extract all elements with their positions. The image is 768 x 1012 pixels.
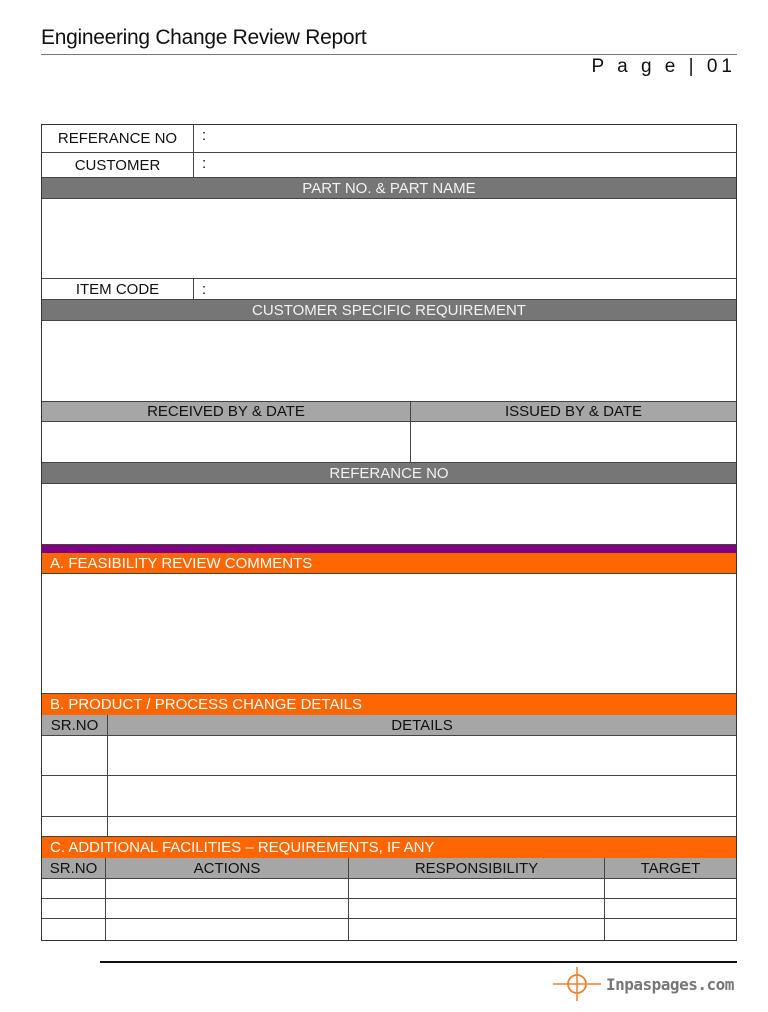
sr-no-cell[interactable] [42, 879, 106, 898]
section-c-columns [42, 858, 736, 879]
section-c-title: C. ADDITIONAL FACILITIES – REQUIREMENTS, IF ANY [42, 837, 736, 858]
purple-divider [42, 545, 736, 553]
part-no-header: PART NO. & PART NAME [42, 178, 736, 198]
col-target: TARGET [605, 858, 736, 878]
received-issued-row [42, 422, 736, 463]
received-issued-header-row [42, 402, 736, 422]
reference-no-row [42, 125, 736, 153]
item-code-label: ITEM CODE [42, 279, 194, 299]
col-sr-no: SR.NO [42, 858, 106, 878]
sr-no-cell[interactable] [42, 919, 106, 940]
feasibility-comments-field[interactable] [42, 574, 736, 694]
issued-by-field[interactable] [411, 422, 736, 462]
section-a-header-row [42, 553, 736, 574]
actions-cell[interactable] [106, 919, 349, 940]
part-no-header-row [42, 178, 736, 199]
target-cell[interactable] [605, 919, 736, 940]
received-by-field[interactable] [42, 422, 411, 462]
actions-cell[interactable] [106, 879, 349, 898]
review-form [41, 124, 737, 941]
received-by-header: RECEIVED BY & DATE [42, 402, 411, 421]
document-title: Engineering Change Review Report [41, 26, 367, 49]
customer-req-header: CUSTOMER SPECIFIC REQUIREMENT [42, 300, 736, 320]
table-row [42, 736, 736, 776]
customer-row [42, 153, 736, 178]
col-sr-no: SR.NO [42, 715, 108, 735]
section-c-header-row [42, 837, 736, 858]
responsibility-cell[interactable] [349, 879, 605, 898]
reference-no-field[interactable]: : [202, 127, 207, 144]
footer-divider [100, 961, 737, 963]
section-b-header-row [42, 694, 736, 715]
table-row [42, 879, 736, 899]
target-cell[interactable] [605, 899, 736, 918]
customer-field[interactable]: : [202, 155, 207, 172]
responsibility-cell[interactable] [349, 919, 605, 940]
section-b-title: B. PRODUCT / PROCESS CHANGE DETAILS [42, 694, 736, 715]
reference-no-label: REFERANCE NO [42, 125, 194, 152]
target-cell[interactable] [605, 879, 736, 898]
footer-logo [552, 966, 734, 1002]
customer-label: CUSTOMER [42, 153, 194, 177]
section-a-title: A. FEASIBILITY REVIEW COMMENTS [42, 553, 736, 573]
table-row [42, 776, 736, 817]
reference-no-header-row [42, 463, 736, 484]
table-row [42, 919, 736, 940]
table-row [42, 899, 736, 919]
details-cell[interactable] [108, 776, 736, 816]
col-actions: ACTIONS [106, 858, 349, 878]
title-divider [41, 54, 737, 55]
item-code-field[interactable]: : [202, 281, 207, 298]
sr-no-cell[interactable] [42, 899, 106, 918]
page-number: P a g e | 01 [591, 56, 736, 77]
details-cell[interactable] [108, 736, 736, 775]
issued-by-header: ISSUED BY & DATE [411, 402, 736, 421]
responsibility-cell[interactable] [349, 899, 605, 918]
section-b-columns [42, 715, 736, 736]
table-row [42, 817, 736, 837]
part-no-field[interactable] [42, 199, 736, 279]
crosshair-logo-icon [552, 966, 602, 1002]
reference-no-block-field[interactable] [42, 484, 736, 545]
logo-text: Inpaspages.com [606, 974, 734, 994]
sr-no-cell[interactable] [42, 817, 108, 836]
reference-no-header: REFERANCE NO [42, 463, 736, 483]
customer-req-field[interactable] [42, 321, 736, 402]
sr-no-cell[interactable] [42, 776, 108, 816]
actions-cell[interactable] [106, 899, 349, 918]
col-responsibility: RESPONSIBILITY [349, 858, 605, 878]
item-code-row [42, 279, 736, 300]
customer-req-header-row [42, 300, 736, 321]
sr-no-cell[interactable] [42, 736, 108, 775]
col-details: DETAILS [108, 715, 736, 735]
details-cell[interactable] [108, 817, 736, 836]
